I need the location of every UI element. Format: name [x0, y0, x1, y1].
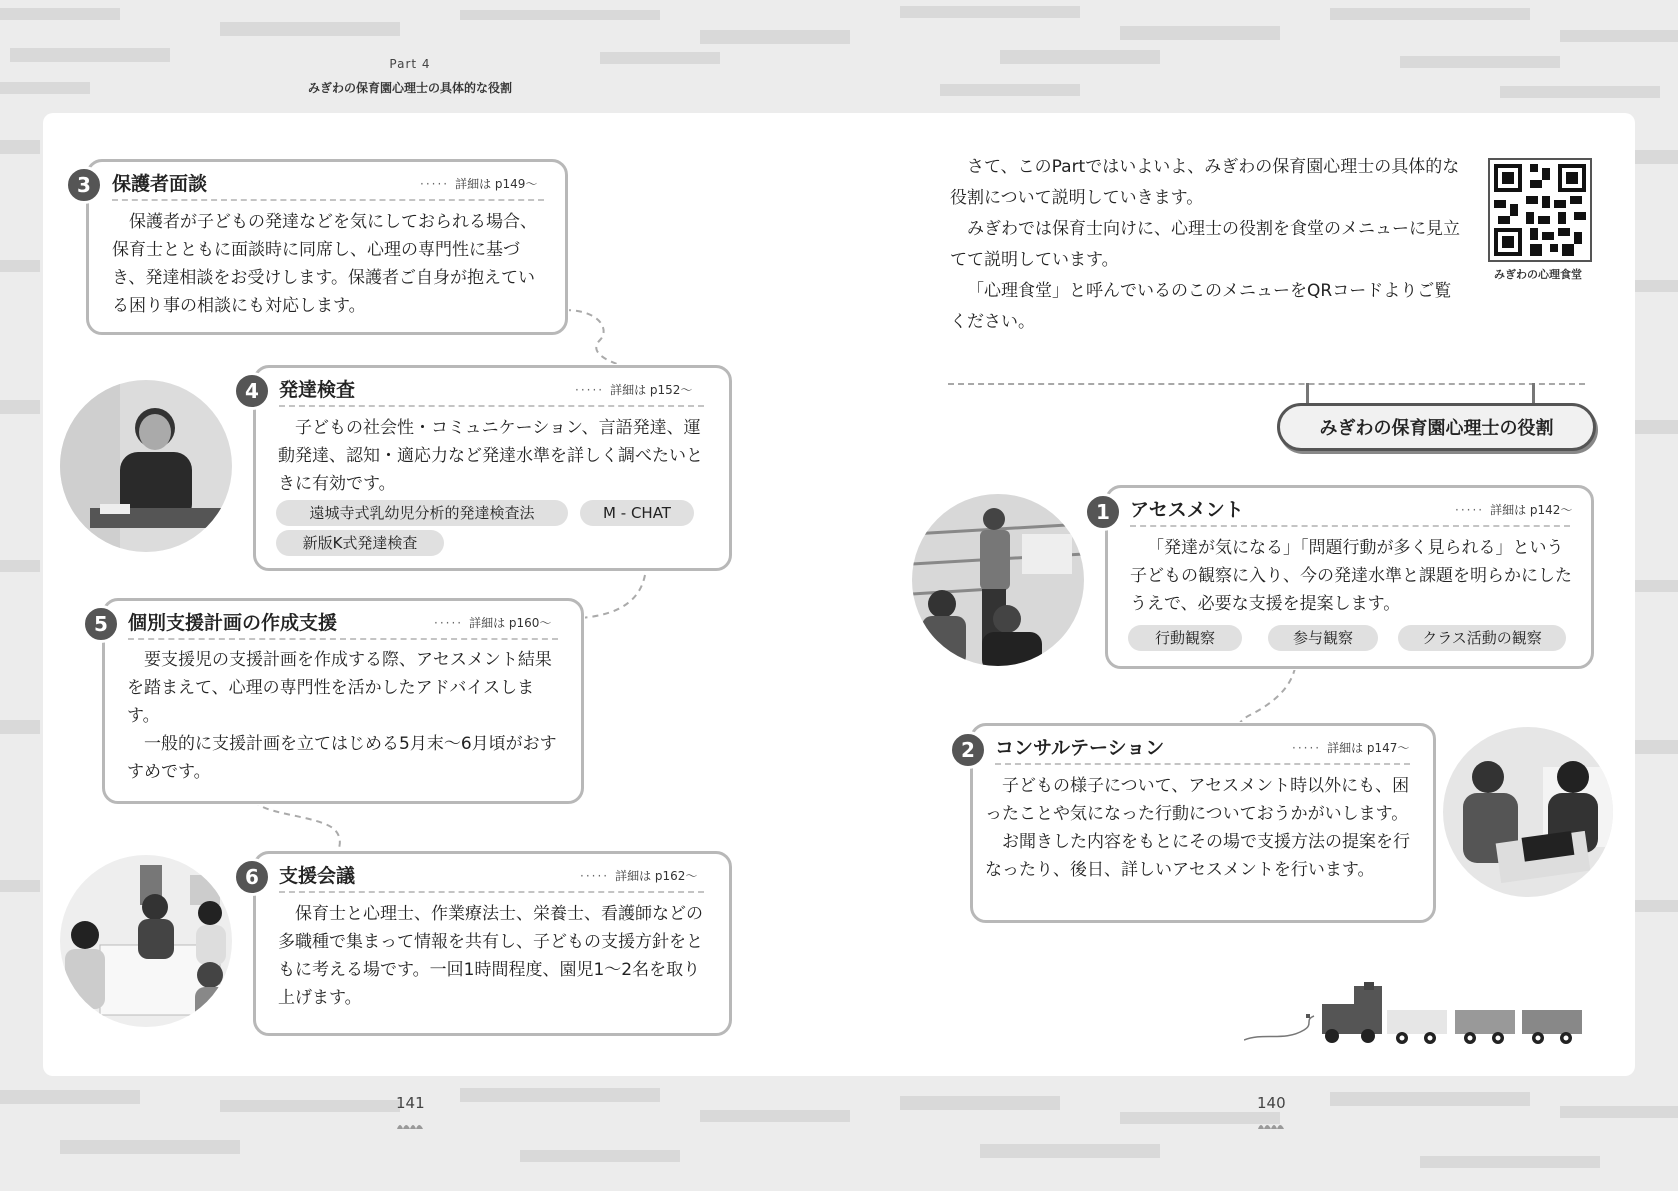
- card-title: コンサルテーション: [995, 737, 1165, 759]
- card-ref-link[interactable]: ····· 詳細は p160〜: [434, 616, 552, 630]
- card-body: [1130, 534, 1580, 618]
- card-paragraph: お聞きした内容をもとにその場で支援方法の提案を行なったり、後日、詳しいアセスメントを行います。: [985, 832, 1410, 880]
- card-number-2: 2: [949, 731, 987, 769]
- card-paragraph: 子どもの社会性・コミュニケーション、言語発達、運動発達、認知・適応力など発達水準を詳しく調べたいときに有効です。: [278, 418, 703, 494]
- page-mark-icon: [1258, 1121, 1284, 1129]
- card-body: [112, 208, 550, 320]
- section-divider: [948, 383, 1585, 385]
- part-label: Part 4: [389, 57, 431, 71]
- card-paragraph: 子どもの様子について、アセスメント時以外にも、困ったことや気になった行動についておうかがいします。: [985, 776, 1410, 824]
- card-ref-text: 詳細は p152〜: [610, 383, 693, 397]
- card-title: 支援会議: [279, 865, 356, 887]
- card-paragraph: 一般的に支援計画を立てはじめる5月末〜6月頃がおすすめです。: [127, 734, 557, 782]
- page-mark-icon: [397, 1121, 423, 1129]
- card-ref-text: 詳細は p142〜: [1490, 503, 1573, 517]
- card-divider: [995, 763, 1410, 765]
- qr-caption: みぎわの心理食堂: [1494, 268, 1582, 281]
- page-number-left: 141: [396, 1094, 425, 1112]
- card-ref-link[interactable]: ····· 詳細は p147〜: [1292, 741, 1410, 755]
- card-title: 発達検査: [279, 379, 356, 401]
- card-body: [278, 900, 713, 1012]
- intro-paragraph: みぎわでは保育士向けに、心理士の役割を食堂のメニューに見立てて説明しています。: [950, 219, 1460, 270]
- card-ref-text: 詳細は p149〜: [455, 177, 538, 191]
- card-paragraph: 「発達が気になる」「問題行動が多く見られる」という子どもの観察に入り、今の発達水準と課題を明らかにしたうえで、必要な支援を提案します。: [1130, 538, 1572, 614]
- intro-paragraph: さて、このPartではいよいよ、みぎわの保育園心理士の具体的な役割について説明していきます。: [950, 157, 1460, 208]
- card-title: 個別支援計画の作成支援: [128, 612, 338, 634]
- card-body: [985, 772, 1413, 884]
- card-paragraph: 保育士と心理士、作業療法士、栄養士、看護師などの多職種で集まって情報を共有し、子どもの支援方針をともに考える場です。一回1時間程度、園児1〜2名を取り上げます。: [278, 904, 703, 1008]
- card-ref-link[interactable]: ····· 詳細は p142〜: [1455, 503, 1573, 517]
- card-number-3: 3: [65, 166, 103, 204]
- card-body: [278, 414, 713, 498]
- qr-code-icon[interactable]: [1488, 158, 1592, 262]
- page-number-right: 140: [1257, 1094, 1286, 1112]
- card-paragraph: 要支援児の支援計画を作成する際、アセスメント結果を踏まえて、心理の専門性を活かしたアドバイスします。: [127, 650, 552, 726]
- toy-train-illustration: [1244, 982, 1594, 1044]
- photo-support-meeting: [60, 855, 232, 1027]
- card-number-5: 5: [82, 605, 120, 643]
- card-number-4: 4: [233, 372, 271, 410]
- card-ref-text: 詳細は p147〜: [1327, 741, 1410, 755]
- card-ref-text: 詳細は p162〜: [615, 869, 698, 883]
- card-ref-link[interactable]: ····· 詳細は p162〜: [580, 869, 698, 883]
- roles-heading: みぎわの保育園心理士の役割: [1277, 403, 1596, 451]
- intro-paragraph: 「心理食堂」と呼んでいるのこのメニューをQRコードよりご覧ください。: [950, 281, 1452, 332]
- card-ref-link[interactable]: ····· 詳細は p149〜: [420, 177, 538, 191]
- card-paragraph: 保護者が子どもの発達などを気にしておられる場合、保育士とともに面談時に同席し、心理の専門性に基づき、発達相談をお受けします。保護者ご自身が抱えている困り事の相談にも対応します。: [112, 212, 537, 316]
- card-divider: [279, 405, 704, 407]
- photo-development-test: [60, 380, 232, 552]
- card-body: [127, 646, 564, 786]
- card-title: アセスメント: [1130, 499, 1244, 521]
- photo-assessment: [912, 494, 1084, 666]
- card-divider: [128, 638, 558, 640]
- card-number-1: 1: [1084, 493, 1122, 531]
- tag-chip: 遠城寺式乳幼児分析的発達検査法: [276, 500, 568, 526]
- card-title: 保護者面談: [112, 173, 208, 195]
- card-number-6: 6: [233, 858, 271, 896]
- card-divider: [1130, 525, 1570, 527]
- intro-text: [950, 152, 1460, 338]
- tag-chip: 行動観察: [1128, 625, 1242, 651]
- card-ref-link[interactable]: ····· 詳細は p152〜: [575, 383, 693, 397]
- part-title: みぎわの保育園心理士の具体的な役割: [307, 81, 512, 95]
- tag-chip: 参与観察: [1268, 625, 1378, 651]
- card-divider: [112, 199, 544, 201]
- card-divider: [279, 891, 704, 893]
- tag-chip: 新版K式発達検査: [276, 530, 444, 556]
- tag-chip: M - CHAT: [580, 500, 694, 526]
- tag-chip: クラス活動の観察: [1398, 625, 1566, 651]
- photo-consultation: [1443, 727, 1613, 897]
- card-ref-text: 詳細は p160〜: [469, 616, 552, 630]
